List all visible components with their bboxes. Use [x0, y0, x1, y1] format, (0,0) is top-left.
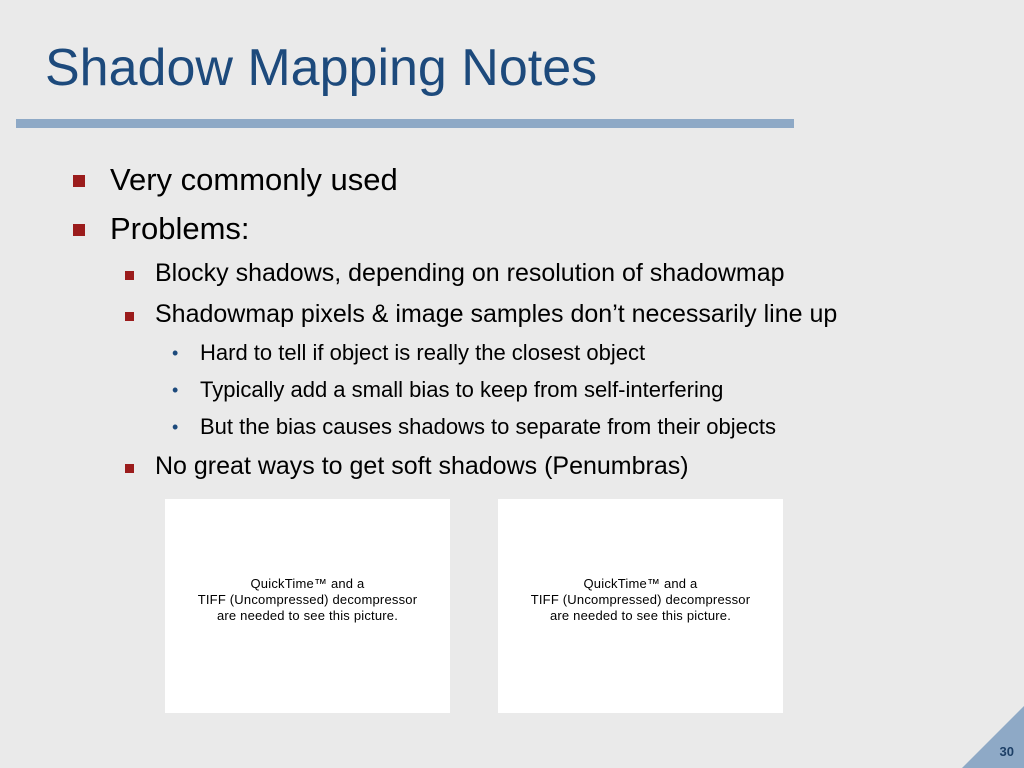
bullet-text: But the bias causes shadows to separate from their objects	[200, 414, 776, 439]
dot-bullet-icon: •	[172, 380, 179, 400]
image-placeholder-right	[498, 499, 783, 713]
bullet-text: Very commonly used	[110, 162, 398, 197]
corner-triangle-decoration	[962, 706, 1024, 768]
image-placeholder-left	[165, 499, 450, 713]
bullet-text: Blocky shadows, depending on resolution of shadowmap	[155, 259, 785, 287]
bullet-text: Shadowmap pixels & image samples don’t necessarily line up	[155, 300, 838, 328]
placeholder-message: QuickTime™ and a TIFF (Uncompressed) decompressor are needed to see this picture.	[197, 576, 418, 623]
sub-sub-bullet-item	[172, 340, 646, 366]
square-bullet-icon	[73, 224, 85, 236]
sub-sub-bullet-item	[172, 377, 724, 403]
bullet-item	[110, 162, 398, 198]
square-bullet-icon	[73, 175, 85, 187]
bullet-text: Hard to tell if object is really the closest object	[200, 340, 646, 365]
dot-bullet-icon: •	[172, 417, 179, 437]
bullet-item	[110, 211, 250, 247]
slide-title: Shadow Mapping Notes	[45, 39, 598, 97]
bullet-text: Problems:	[110, 211, 250, 246]
sub-sub-bullet-item	[172, 414, 776, 440]
page-number: 30	[999, 744, 1014, 759]
dot-bullet-icon: •	[172, 343, 179, 363]
square-bullet-icon	[125, 312, 134, 321]
bullet-text: Typically add a small bias to keep from self-interfering	[200, 377, 724, 402]
bullet-text: No great ways to get soft shadows (Penumbras)	[155, 452, 689, 480]
square-bullet-icon	[125, 464, 134, 473]
sub-bullet-item	[155, 300, 837, 329]
sub-bullet-item	[155, 259, 785, 288]
title-underline	[16, 119, 794, 128]
sub-bullet-item	[155, 452, 689, 481]
square-bullet-icon	[125, 271, 134, 280]
placeholder-message: QuickTime™ and a TIFF (Uncompressed) decompressor are needed to see this picture.	[530, 576, 751, 623]
